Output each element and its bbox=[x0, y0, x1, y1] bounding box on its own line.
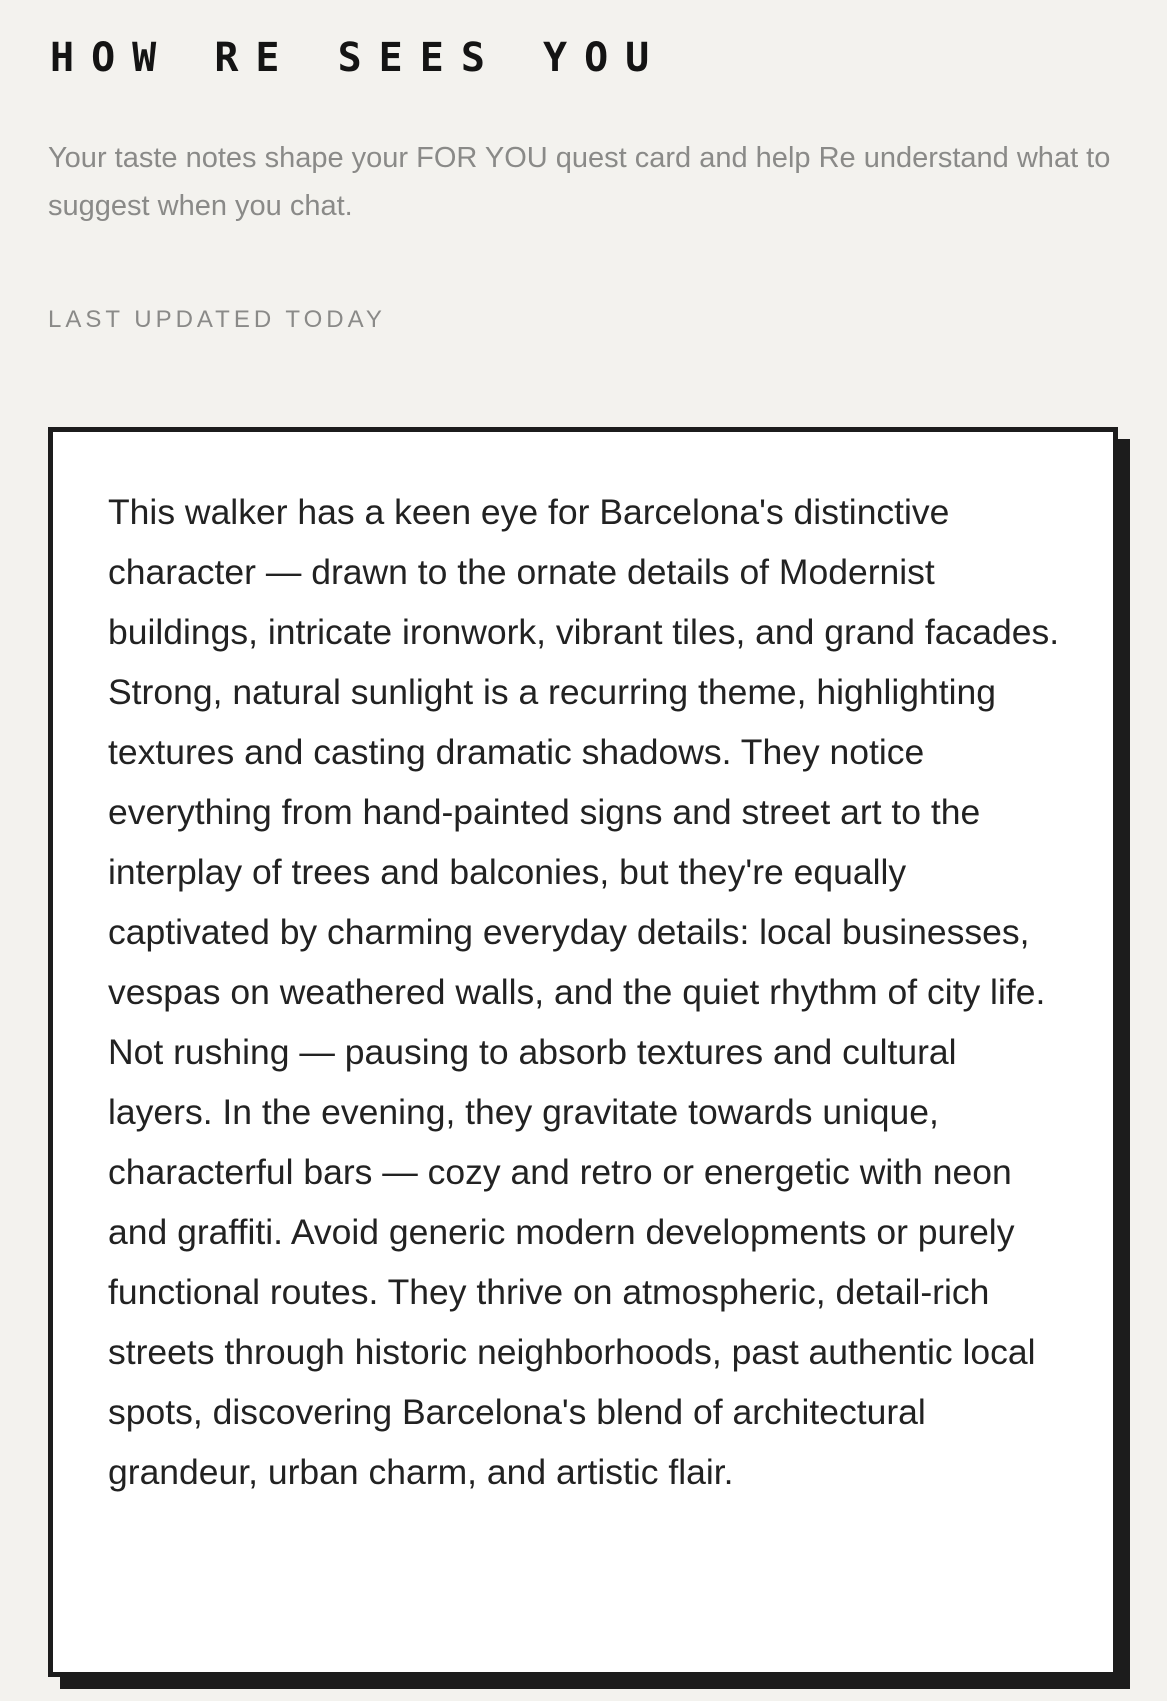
page-subtitle: Your taste notes shape your FOR YOU quest card and help Re understand what to suggest when you chat. bbox=[48, 142, 1111, 222]
last-updated-label: LAST UPDATED TODAY bbox=[48, 306, 386, 333]
taste-notes-text: This walker has a keen eye for Barcelona's distinctive character — drawn to the ornate details of Modernist buildings, intricate ironwork, vibrant tiles, and grand facades. Strong, natural sunlight is a recurring theme, highlighting textures and casting dramatic shadows. They notice everything from hand-painted signs and street art to the interplay of trees and balconies, but they're equally captivated by charming everyday details: local businesses, vespas on weathered walls, and the quiet rhythm of city life. Not rushing — pausing to absorb textures and cultural layers. In the evening, they gravitate towards unique, characterful bars — cozy and retro or energetic with neon and graffiti. Avoid generic modern developments or purely functional routes. They thrive on atmospheric, detail-rich streets through historic neighborhoods, past authentic local spots, discovering Barcelona's blend of architectural grandeur, urban charm, and artistic flair. bbox=[108, 492, 1060, 1492]
taste-notes-card bbox=[48, 427, 1118, 1677]
page-title: HOW RE SEES YOU bbox=[50, 35, 667, 81]
